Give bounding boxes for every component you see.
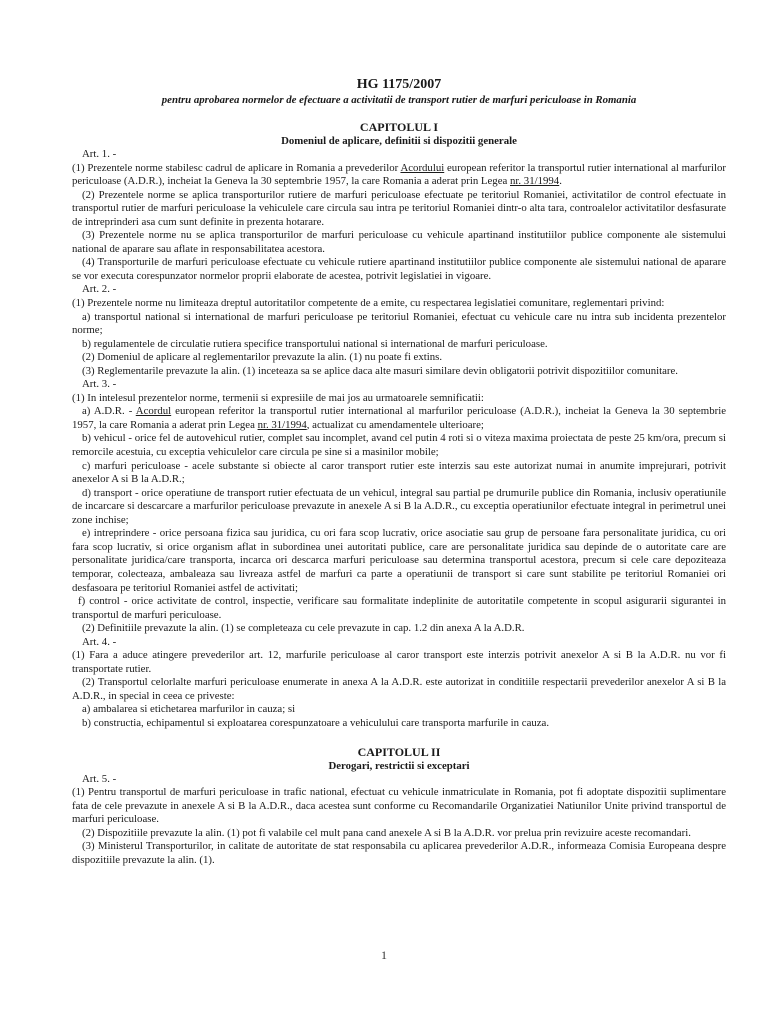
article-2-para-2: (2) Domeniul de aplicare al reglementarilor prevazute la alin. (1) nu poate fi extins.	[82, 351, 443, 364]
article-1-para-3: (3) Prezentele norme nu se aplica transporturilor de marfuri periculoase cu vehicule apartinand institutiilor publice componente ale sistemului national de aparare sau aflate in responsabilitatea acestora.	[72, 229, 726, 255]
article-4-heading: Art. 4. -	[82, 635, 117, 648]
article-5-para-2: (2) Dispozitiile prevazute la alin. (1) pot fi valabile cel mult pana cand anexele A si B la A.D.R. vor prelua prin revizuire aceste recomandari.	[82, 826, 691, 839]
article-2-item-b: b) regulamentele de circulatie rutiera specifice transportului national si international de marfuri periculoase.	[82, 337, 548, 350]
document-title: HG 1175/2007	[356, 77, 442, 92]
chapter-1-subtitle: Domeniul de aplicare, definitii si dispozitii generale	[281, 135, 517, 147]
article-5-para-1: (1) Pentru transportul de marfuri periculoase in trafic national, efectuat cu vehicule inmatriculate in Romania, pot fi adoptate dispozitii suplimentare fata de cele prevazute in anexele A si B la A.D.R., daca acestea sunt conforme cu Recomandarile Organizatiei Natiunilor Unite privind transportul de marfuri periculoase.	[72, 786, 726, 826]
article-4-item-b: b) constructia, echipamentul si exploatarea corespunzatoare a vehiculului care transporta marfurile in cauza.	[82, 716, 550, 729]
article-1-para-4: (4) Transporturile de marfuri periculoase efectuate cu vehicule rutiere apartinand institutiilor publice componente ale sistemului national de aparare se vor executa corespunzator normelor proprii elaborate de acestea, potrivit legislatiei in vigoare.	[72, 256, 726, 282]
document-page	[72, 72, 726, 867]
law-link[interactable]: nr. 31/1994	[257, 418, 307, 431]
law-link[interactable]: nr. 31/1994	[510, 175, 560, 188]
article-5-para-3: (3) Ministerul Transporturilor, in calitate de autoritate de stat responsabila cu aplicarea prevederilor A.D.R., informeaza Comisia Europeana despre dispozitiile prevazute la alin. (1).	[72, 840, 726, 866]
article-3-para-1: (1) In intelesul prezentelor norme, termenii si expresiile de mai jos au urmatoarele semnificatii:	[72, 391, 484, 404]
article-3-heading: Art. 3. -	[82, 378, 117, 391]
article-3-item-d: d) transport - orice operatiune de transport rutier efectuata de un vehicul, integral sau partial pe drumurile publice din Romania, inclusiv operatiunile de incarcare si descarcare a marfurilor periculoase prevazute in anexele A si B la A.D.R., cu exceptia operatiunilor efectuate integral in perimetrul unei zone inchise;	[72, 486, 726, 526]
chapter-2-subtitle: Derogari, restrictii si exceptari	[328, 759, 470, 772]
document-subtitle: pentru aprobarea normelor de efectuare a activitatii de transport rutier de marfuri periculoase in Romania	[161, 94, 637, 106]
chapter-2-title: CAPITOLUL II	[357, 744, 441, 759]
article-2-item-a: a) transportul national si international de marfuri periculoase pe teritoriul Romaniei, efectuat cu vehicule care nu intra sub incidenta prezentelor norme;	[72, 310, 726, 337]
acord-link[interactable]: Acordului	[400, 161, 445, 174]
article-1-para-1: (1) Prezentele norme stabilesc cadrul de aplicare in Romania a prevederilor Acordului european referitor la transportul rutier international al marfurilor periculoase (A.D.R.), incheiat la Geneva la 30 septembrie 1957, la care Romania a aderat prin Legea nr. 31/1994.	[72, 161, 726, 188]
article-3-item-e: e) intreprindere - orice persoana fizica sau juridica, cu ori fara scop lucrativ, orice asociatie sau grup de persoane fara personalitate juridica, cu ori fara scop lucrativ, si orice organism aflat in subordinea unei autoritati publice, care are personalitate juridica sau depinde de o autoritate care are personalitate juridica/care transporta, incarca ori descarca marfuri periculoase sau determina transportul acestora, precum si cele care depoziteaza temporar, colecteaza, ambaleaza sau livreaza astfel de marfuri ca parte a operatiunii de transport si care sunt stabilite pe teritoriul Romaniei ori desfasoara pe teritoriul Romaniei astfel de activitati;	[72, 527, 726, 594]
article-2-para-3: (3) Reglementarile prevazute la alin. (1) inceteaza sa se aplice daca alte masuri similare devin obligatorii potrivit dispozitiilor comunitare.	[82, 364, 678, 377]
article-1-heading: Art. 1. -	[82, 148, 117, 160]
article-3-item-b: b) vehicul - orice fel de autovehicul rutier, complet sau incomplet, avand cel putin 4 roti si o viteza maxima proiectata de peste 25 km/ora, precum si remorcile acestuia, cu exceptia vehiculelor care circula pe sine si a masinilor mobile;	[72, 432, 726, 459]
article-4-para-2: (2) Transportul celorlalte marfuri periculoase enumerate in anexa A la A.D.R. este autorizat in conditiile respectarii prevederilor anexelor A si B la A.D.R., in special in ceea ce priveste:	[72, 676, 726, 702]
article-3-para-2: (2) Definitiile prevazute la alin. (1) se completeaza cu cele prevazute in cap. 1.2 din anexa A la A.D.R.	[82, 622, 525, 635]
article-3-item-f: f) control - orice activitate de control, inspectie, verificare sau formalitate indeplinite de autoritatile competente in scopul asigurarii sigurantei in transportul de marfuri periculoase.	[72, 595, 726, 621]
article-3-item-a: a) A.D.R. - Acordul european referitor la transportul rutier international al marfurilor periculoase (A.D.R.), incheiat la Geneva la 30 septembrie 1957, la care Romania a aderat prin Legea nr. 31/1994, actualizat cu amendamentele ulterioare;	[72, 405, 726, 431]
chapter-1-title: CAPITOLUL I	[359, 120, 439, 134]
article-1-para-2: (2) Prezentele norme se aplica transporturilor rutiere de marfuri periculoase efectuate pe teritoriul Romaniei, activitatilor de control efectuate in transportul rutier de marfuri periculoase la vehiculele care circula sau intra pe teritoriul Romaniei dintr-o alta tara, controalelor activitatilor desfasurate de intreprinderi asa cum sunt definite in prezenta hotarare.	[72, 188, 726, 228]
acord-link[interactable]: Acordul	[135, 405, 172, 418]
article-5-heading: Art. 5. -	[82, 772, 117, 785]
page-number: 1	[381, 948, 387, 962]
article-4-item-a: a) ambalarea si etichetarea marfurilor in cauza; si	[82, 703, 296, 716]
article-4-para-1: (1) Fara a aduce atingere prevederilor art. 12, marfurile periculoase al caror transport este interzis potrivit anexelor A si B la A.D.R. nu vor fi transportate rutier.	[72, 649, 726, 675]
article-2-heading: Art. 2. -	[82, 283, 117, 296]
article-3-item-c: c) marfuri periculoase - acele substante si obiecte al caror transport rutier este interzis sau este autorizat numai in anumite imprejurari, potrivit anexelor A si B la A.D.R.;	[72, 459, 726, 486]
article-2-para-1: (1) Prezentele norme nu limiteaza dreptul autoritatilor competente de a emite, cu respectarea legislatiei comunitare, reglementari privind:	[72, 297, 665, 310]
